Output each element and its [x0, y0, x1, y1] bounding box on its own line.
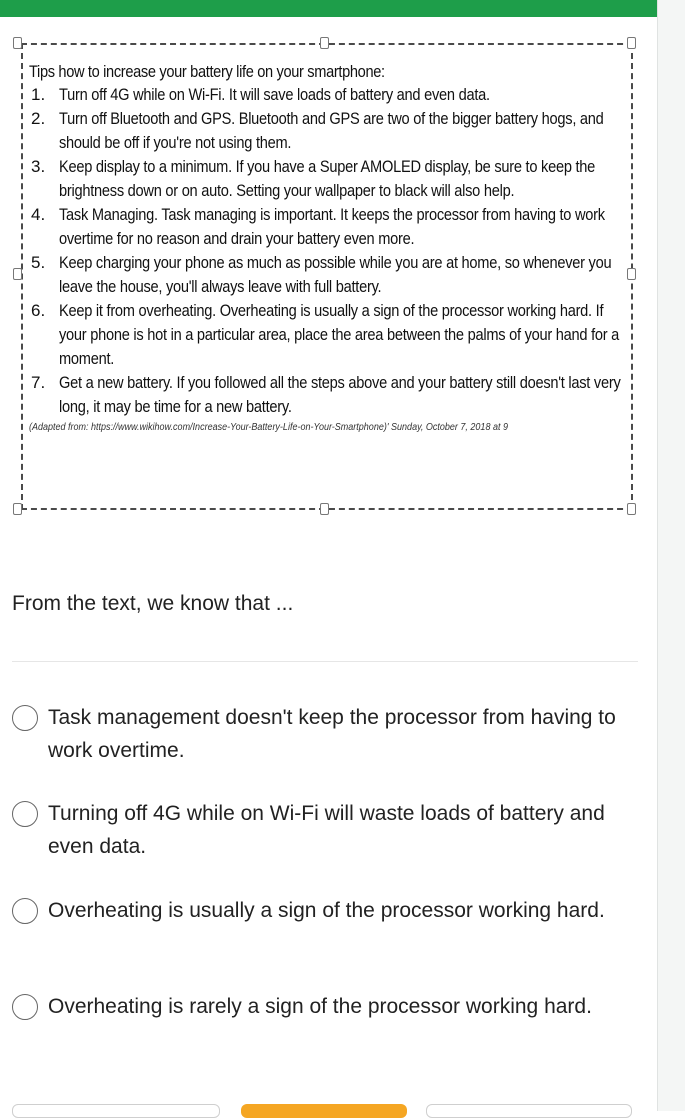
option-label[interactable]: Overheating is rarely a sign of the processor working hard.	[48, 995, 592, 1018]
secondary-button-right[interactable]	[426, 1104, 632, 1118]
tips-list	[29, 83, 625, 419]
divider	[12, 661, 638, 662]
tip-text: Turn off Bluetooth and GPS. Bluetooth and GPS are two of the bigger battery hogs, and should be off if you're not using them.	[59, 109, 604, 152]
answer-option-3[interactable]	[12, 894, 642, 927]
source-citation: (Adapted from: https://www.wikihow.com/Increase-Your-Battery-Life-on-Your-Smartphone)' Sunday, October 7, 2018 at 9	[29, 422, 508, 433]
tip-item	[29, 251, 625, 299]
tips-title: Tips how to increase your battery life on your smartphone:	[29, 62, 385, 81]
question-prompt: From the text, we know that ...	[12, 592, 294, 615]
tip-number: 7.	[31, 373, 46, 392]
tip-item	[29, 299, 625, 371]
top-bar	[0, 0, 657, 17]
tip-text: Keep charging your phone as much as possible while you are at home, so whenever you leave the house, you'll always leave with full battery.	[59, 253, 612, 296]
right-scroll-rail[interactable]	[657, 0, 685, 1111]
resize-handle-top-left	[13, 37, 22, 49]
option-label[interactable]: Turning off 4G while on Wi-Fi will waste loads of battery and even data.	[48, 802, 605, 858]
tips-text-box	[21, 43, 633, 510]
tip-text: Turn off 4G while on Wi-Fi. It will save loads of battery and even data.	[59, 85, 490, 104]
tip-item	[29, 371, 625, 419]
option-label[interactable]: Overheating is usually a sign of the processor working hard.	[48, 899, 605, 922]
tip-number: 5.	[31, 253, 46, 272]
tip-item	[29, 203, 625, 251]
tip-number: 6.	[31, 301, 46, 320]
resize-handle-bottom-middle	[320, 503, 329, 515]
tip-text: Keep it from overheating. Overheating is usually a sign of the processor working hard. If your phone is hot in a particular area, place the area between the palms of your hand for a moment.	[59, 301, 620, 368]
answer-option-4[interactable]	[12, 990, 642, 1023]
tip-number: 3.	[31, 157, 46, 176]
tip-item	[29, 155, 625, 203]
tip-number: 1.	[31, 85, 46, 104]
tip-text: Get a new battery. If you followed all the steps above and your battery still doesn't last very long, it may be time for a new battery.	[59, 373, 621, 416]
tip-text: Keep display to a minimum. If you have a Super AMOLED display, be sure to keep the brightness down or on auto. Setting your wallpaper to black will also help.	[59, 157, 596, 200]
answer-option-1[interactable]	[12, 701, 642, 767]
tip-number: 2.	[31, 109, 46, 128]
primary-button[interactable]	[241, 1104, 407, 1118]
option-label[interactable]: Task management doesn't keep the processor from having to work overtime.	[48, 706, 616, 762]
tip-number: 4.	[31, 205, 46, 224]
tip-item	[29, 83, 625, 107]
resize-handle-bottom-left	[13, 503, 22, 515]
secondary-button-left[interactable]	[12, 1104, 220, 1118]
tips-content	[29, 61, 625, 435]
resize-handle-top-middle	[320, 37, 329, 49]
resize-handle-middle-right	[627, 268, 636, 280]
radio-button[interactable]	[12, 994, 38, 1020]
radio-button[interactable]	[12, 801, 38, 827]
radio-button[interactable]	[12, 898, 38, 924]
answer-option-2[interactable]	[12, 797, 642, 863]
tip-item	[29, 107, 625, 155]
resize-handle-bottom-right	[627, 503, 636, 515]
resize-handle-middle-left	[13, 268, 22, 280]
tip-text: Task Managing. Task managing is important. It keeps the processor from having to work overtime for no reason and drain your battery even more.	[59, 205, 605, 248]
radio-button[interactable]	[12, 705, 38, 731]
resize-handle-top-right	[627, 37, 636, 49]
